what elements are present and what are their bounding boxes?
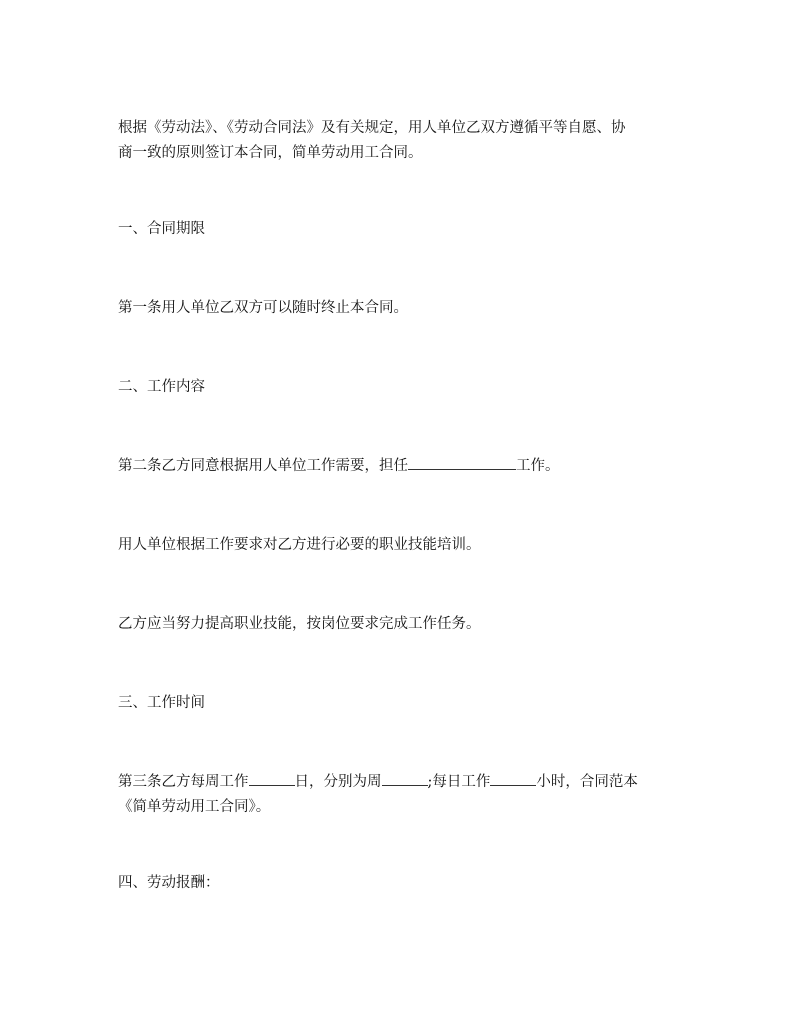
article-3-part-1: 第三条乙方每周工作 [118, 774, 249, 790]
intro-line-1: 根据《劳动法》、《劳动合同法》及有关规定，用人单位乙双方遵循平等自愿、协 [118, 120, 626, 136]
article-3-part-4: 小时，合同范本 [536, 774, 638, 790]
section-2-heading: 二、工作内容 [118, 379, 205, 395]
article-2 [118, 454, 688, 479]
days-blank [249, 771, 295, 786]
training-paragraph: 用人单位根据工作要求对乙方进行必要的职业技能培训。 [118, 537, 481, 553]
weekdays-blank [382, 771, 428, 786]
article-3 [118, 770, 688, 820]
article-3-line-2: 《简单劳动用工合同》。 [118, 799, 271, 815]
skills-paragraph: 乙方应当努力提高职业技能，按岗位要求完成工作任务。 [118, 616, 481, 632]
section-3-heading: 三、工作时间 [118, 695, 205, 711]
article-2-text-after: 工作。 [516, 458, 560, 474]
hours-blank [490, 771, 536, 786]
section-1-heading: 一、合同期限 [118, 221, 205, 237]
article-2-text-before: 第二条乙方同意根据用人单位工作需要，担任 [118, 458, 408, 474]
article-3-part-2: 日，分别为周 [294, 774, 382, 790]
position-blank [408, 455, 516, 470]
intro-paragraph [118, 116, 688, 166]
section-4-heading: 四、劳动报酬： [118, 875, 220, 891]
article-1: 第一条用人单位乙双方可以随时终止本合同。 [118, 300, 408, 316]
article-3-part-3: ;每日工作 [427, 774, 491, 790]
intro-line-2: 商一致的原则签订本合同，简单劳动用工合同。 [118, 145, 423, 161]
